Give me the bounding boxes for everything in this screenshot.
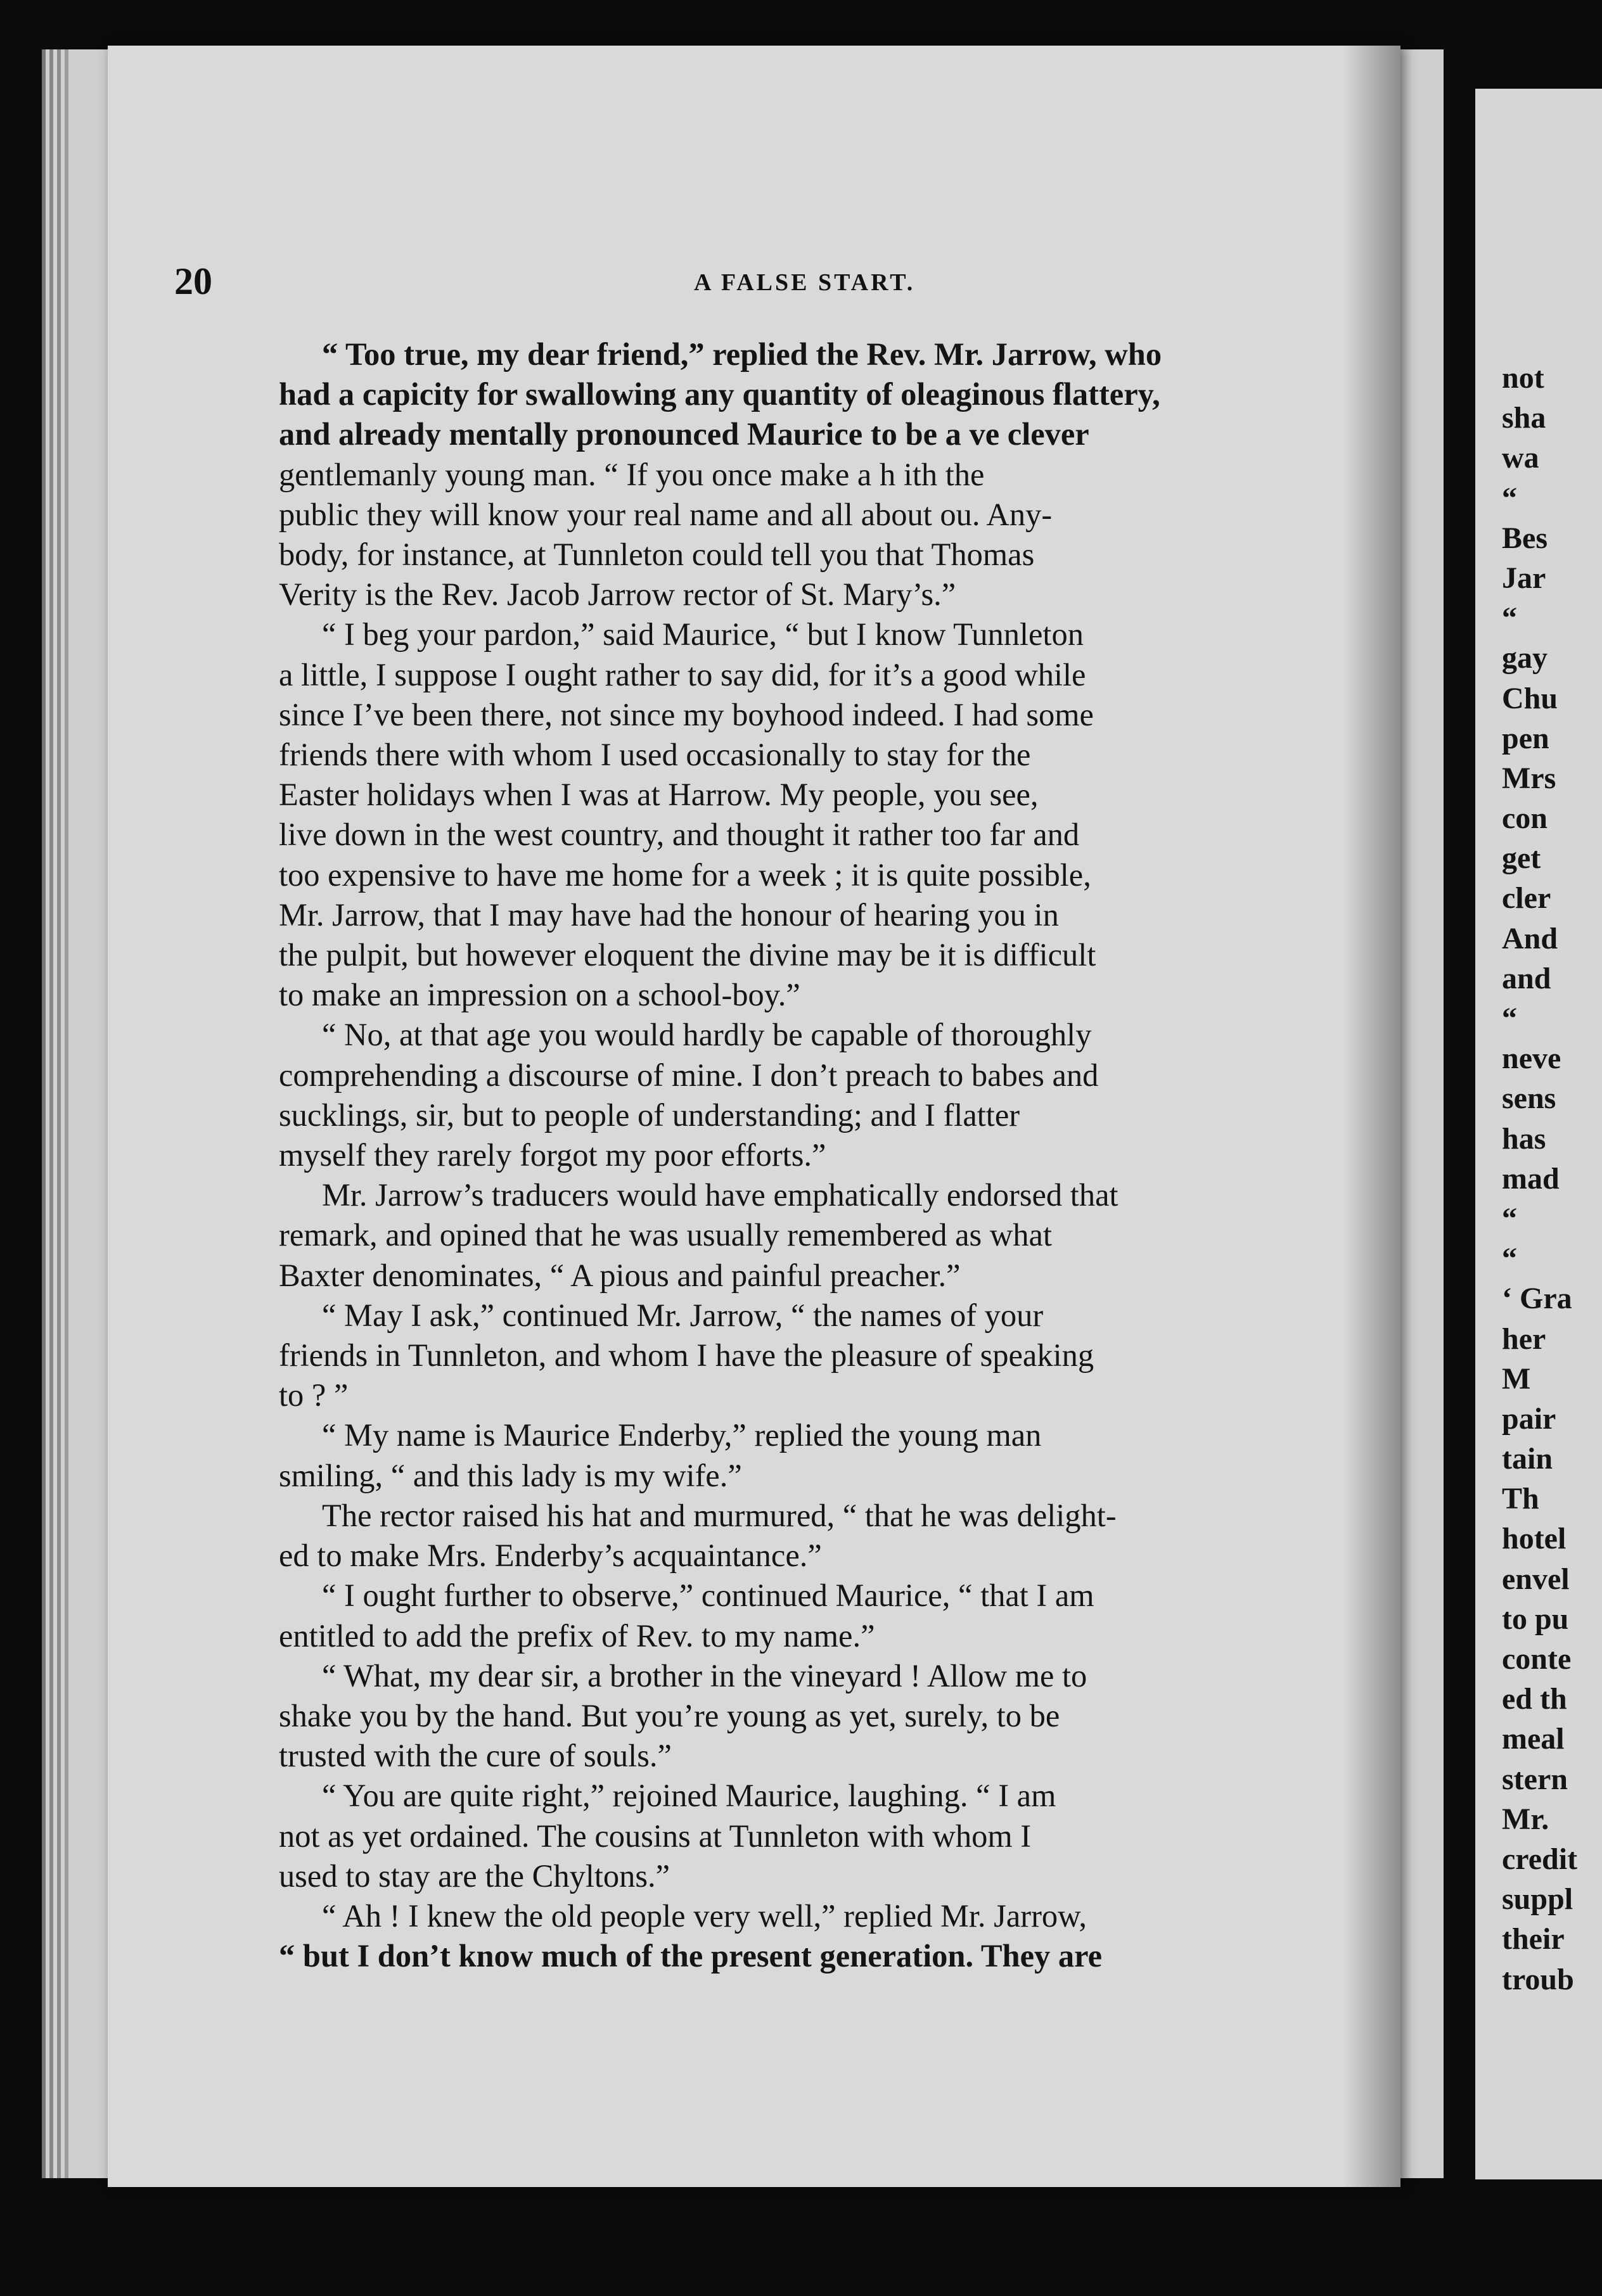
facing-text-line: suppl [1502,1882,1573,1917]
text-line: trusted with the cure of souls.” [279,1738,672,1774]
facing-text-line: Chu [1502,681,1558,715]
text-line: used to stay are the Chyltons.” [279,1858,670,1894]
facing-text-line: M [1502,1362,1531,1396]
facing-text-line: Jar [1502,561,1546,595]
facing-text-line: pen [1502,721,1549,755]
facing-text-line: credit [1502,1842,1578,1876]
facing-text-line: get [1502,841,1541,876]
facing-page-text [1502,358,1602,1999]
facing-text-line: to pu [1502,1602,1569,1636]
text-line: “ Too true, my dear friend,” replied the Rev. Mr. Jarrow, who [322,336,1162,372]
text-line: comprehending a discourse of mine. I don’t preach to babes and [279,1057,1099,1093]
text-line: a little, I suppose I ought rather to say did, for it’s a good while [279,656,1086,692]
text-line: ed to make Mrs. Enderby’s acquaintance.” [279,1538,822,1574]
text-line: sucklings, sir, but to people of understanding; and I flatter [279,1097,1020,1133]
facing-text-line: Bes [1502,521,1548,555]
facing-text-line: meal [1502,1722,1565,1756]
facing-text-line: “ [1502,1201,1517,1235]
facing-text-line: conte [1502,1642,1572,1676]
facing-text-line: And [1502,921,1558,955]
text-line: since I’ve been there, not since my boyhood indeed. I had some [279,696,1094,732]
text-line: “ Ah ! I knew the old people very well,” replied Mr. Jarrow, [322,1897,1087,1934]
facing-text-line: sha [1502,401,1546,435]
text-line: “ No, at that age you would hardly be capable of thoroughly [322,1017,1092,1053]
text-line: Baxter denominates, “ A pious and painful preacher.” [279,1257,961,1293]
facing-text-line: “ [1502,1242,1517,1276]
text-line: “ You are quite right,” rejoined Maurice, laughing. “ I am [322,1778,1056,1814]
facing-text-line: their [1502,1922,1565,1956]
facing-text-line: Mr. [1502,1802,1549,1836]
text-line: remark, and opined that he was usually remembered as what [279,1217,1052,1253]
facing-text-line: envel [1502,1562,1570,1596]
facing-text-line: neve [1502,1042,1561,1076]
facing-text-line: not [1502,361,1544,395]
text-line: “ I beg your pardon,” said Maurice, “ but I know Tunnleton [322,616,1084,653]
text-line: not as yet ordained. The cousins at Tunnleton with whom I [279,1818,1032,1854]
text-line: Easter holidays when I was at Harrow. My people, you see, [279,777,1039,813]
facing-text-line: stern [1502,1762,1568,1796]
facing-text-line: Th [1502,1482,1539,1516]
facing-text-line: her [1502,1322,1546,1356]
text-line: friends in Tunnleton, and whom I have the pleasure of speaking [279,1337,1094,1374]
facing-text-line: “ [1502,481,1517,515]
facing-text-line: “ [1502,1002,1517,1035]
facing-text-line: troub [1502,1962,1574,1996]
facing-text-line: “ [1502,601,1517,635]
text-line: gentlemanly young man. “ If you once make a h ith the [279,456,985,492]
text-line: the pulpit, but however eloquent the divine may be it is difficult [279,937,1096,973]
text-line: Mr. Jarrow, that I may have had the honour of hearing you in [279,896,1059,933]
text-line: Mr. Jarrow’s traducers would have emphatically endorsed that [322,1177,1118,1213]
text-line: “ My name is Maurice Enderby,” replied the young man [322,1417,1042,1453]
text-line: smiling, “ and this lady is my wife.” [279,1457,742,1493]
facing-text-line: mad [1502,1161,1560,1196]
facing-text-line: pair [1502,1401,1556,1436]
page-header [174,260,1366,310]
text-line: had a capicity for swallowing any quantity of oleaginous flattery, [279,376,1160,412]
facing-text-line: wa [1502,441,1539,475]
text-line: to make an impression on a school-boy.” [279,977,800,1013]
text-line: shake you by the hand. But you’re young as yet, surely, to be [279,1697,1060,1733]
text-line: “ but I don’t know much of the present generation. They are [279,1938,1103,1974]
text-line: and already mentally pronounced Maurice to be a ve clever [279,416,1089,452]
text-line: myself they rarely forgot my poor efforts.” [279,1137,826,1173]
text-line: “ I ought further to observe,” continued Maurice, “ that I am [322,1578,1094,1614]
facing-text-line: has [1502,1121,1546,1156]
facing-text-line: Mrs [1502,761,1556,795]
facing-text-line: ed th [1502,1682,1567,1716]
facing-text-line: gay [1502,641,1548,675]
facing-text-line: tain [1502,1442,1553,1476]
text-line: friends there with whom I used occasionally to stay for the [279,737,1031,773]
running-head: A FALSE START. [694,269,916,296]
text-line: entitled to add the prefix of Rev. to my name.” [279,1617,875,1654]
facing-text-line: and [1502,961,1551,995]
text-line: Verity is the Rev. Jacob Jarrow rector of St. Mary’s.” [279,577,956,613]
facing-text-line: con [1502,801,1548,836]
facing-text-line: sens [1502,1081,1556,1116]
text-line: “ May I ask,” continued Mr. Jarrow, “ the names of your [322,1297,1044,1333]
facing-text-line: hotel [1502,1522,1567,1556]
page-number: 20 [174,260,212,302]
text-line: body, for instance, at Tunnleton could tell you that Thomas [279,537,1035,573]
facing-text-line: ‘ Gra [1502,1282,1572,1316]
text-line: The rector raised his hat and murmured, “ that he was delight- [322,1497,1117,1533]
text-line: live down in the west country, and thought it rather too far and [279,817,1080,853]
body-text [279,335,1369,1976]
text-line: “ What, my dear sir, a brother in the vineyard ! Allow me to [322,1657,1087,1693]
text-line: to ? ” [279,1377,349,1413]
text-line: public they will know your real name and all about ou. Any- [279,496,1053,532]
text-line: too expensive to have me home for a week ; it is quite possible, [279,857,1091,893]
facing-text-line: cler [1502,881,1551,915]
